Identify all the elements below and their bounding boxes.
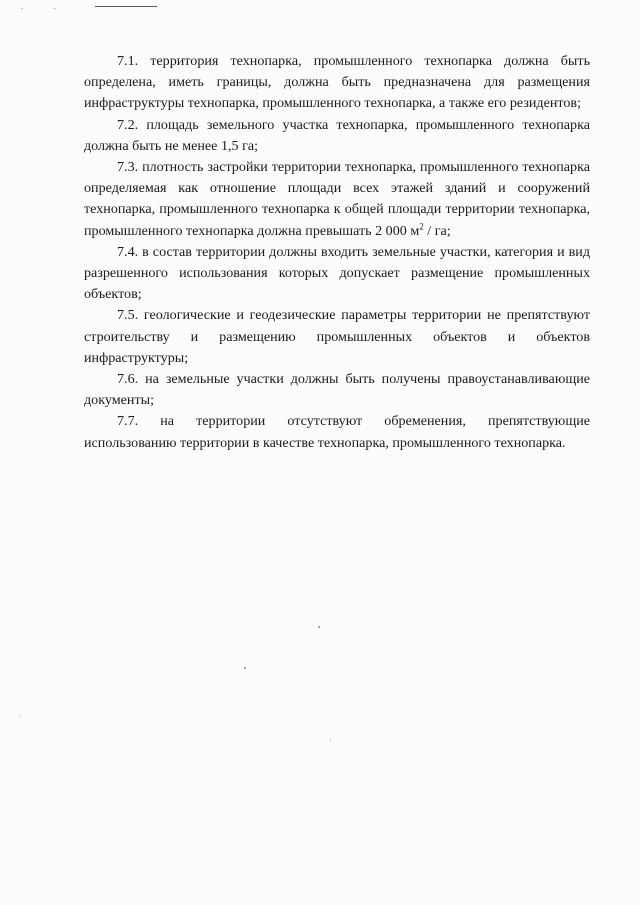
paragraph-text: 7.4. в состав территории должны входить земельные участки, категория и вид разрешенного использования которых допускает размещение промышленных объектов; bbox=[84, 243, 590, 303]
paragraph-7-2 bbox=[84, 115, 590, 157]
paragraph-text: 7.1. территория технопарка, промышленного технопарка должна быть определена, иметь границы, должна быть предназначена для размещения инфраструктуры технопарка, промышленного технопарка, а также его резидентов; bbox=[84, 53, 590, 112]
paragraph-7-7 bbox=[84, 411, 590, 453]
scan-speck bbox=[20, 716, 21, 717]
scan-speck bbox=[244, 667, 246, 669]
paragraph-text: 7.5. геологические и геодезические параметры территории не препятствуют строительству и размещению промышленных объектов и объектов инфраструктуры; bbox=[84, 307, 590, 366]
paragraph-text: 7.2. площадь земельного участка технопарка, промышленного технопарка должна быть не менее 1,5 га; bbox=[84, 116, 590, 154]
paragraph-text: 7.7. на территории отсутствуют обременения, препятствующие использованию территории в качестве технопарка, промышленного технопарка. bbox=[84, 413, 590, 451]
paragraph-7-1 bbox=[84, 51, 590, 115]
scan-artifact: - - bbox=[20, 5, 69, 13]
scan-speck bbox=[318, 626, 320, 628]
header-rule bbox=[95, 6, 157, 7]
paragraph-tail: / га; bbox=[423, 222, 451, 239]
scan-speck bbox=[330, 740, 331, 741]
paragraph-7-3 bbox=[84, 157, 590, 242]
document-body bbox=[84, 51, 590, 454]
paragraph-text: 7.6. на земельные участки должны быть получены правоустанавливающие документы; bbox=[84, 371, 590, 409]
paragraph-text: 7.3. плотность застройки территории технопарка, промышленного технопарка определяемая как отношение площади всех этажей зданий и сооружений технопарка, промышленного технопарка к общей площади территории технопарка, промышленного технопарка должна превышать 2 000 м bbox=[84, 159, 590, 239]
superscript: 2 bbox=[419, 220, 424, 231]
paragraph-7-6 bbox=[84, 369, 590, 411]
paragraph-7-5 bbox=[84, 305, 590, 369]
paragraph-7-4 bbox=[84, 242, 590, 306]
